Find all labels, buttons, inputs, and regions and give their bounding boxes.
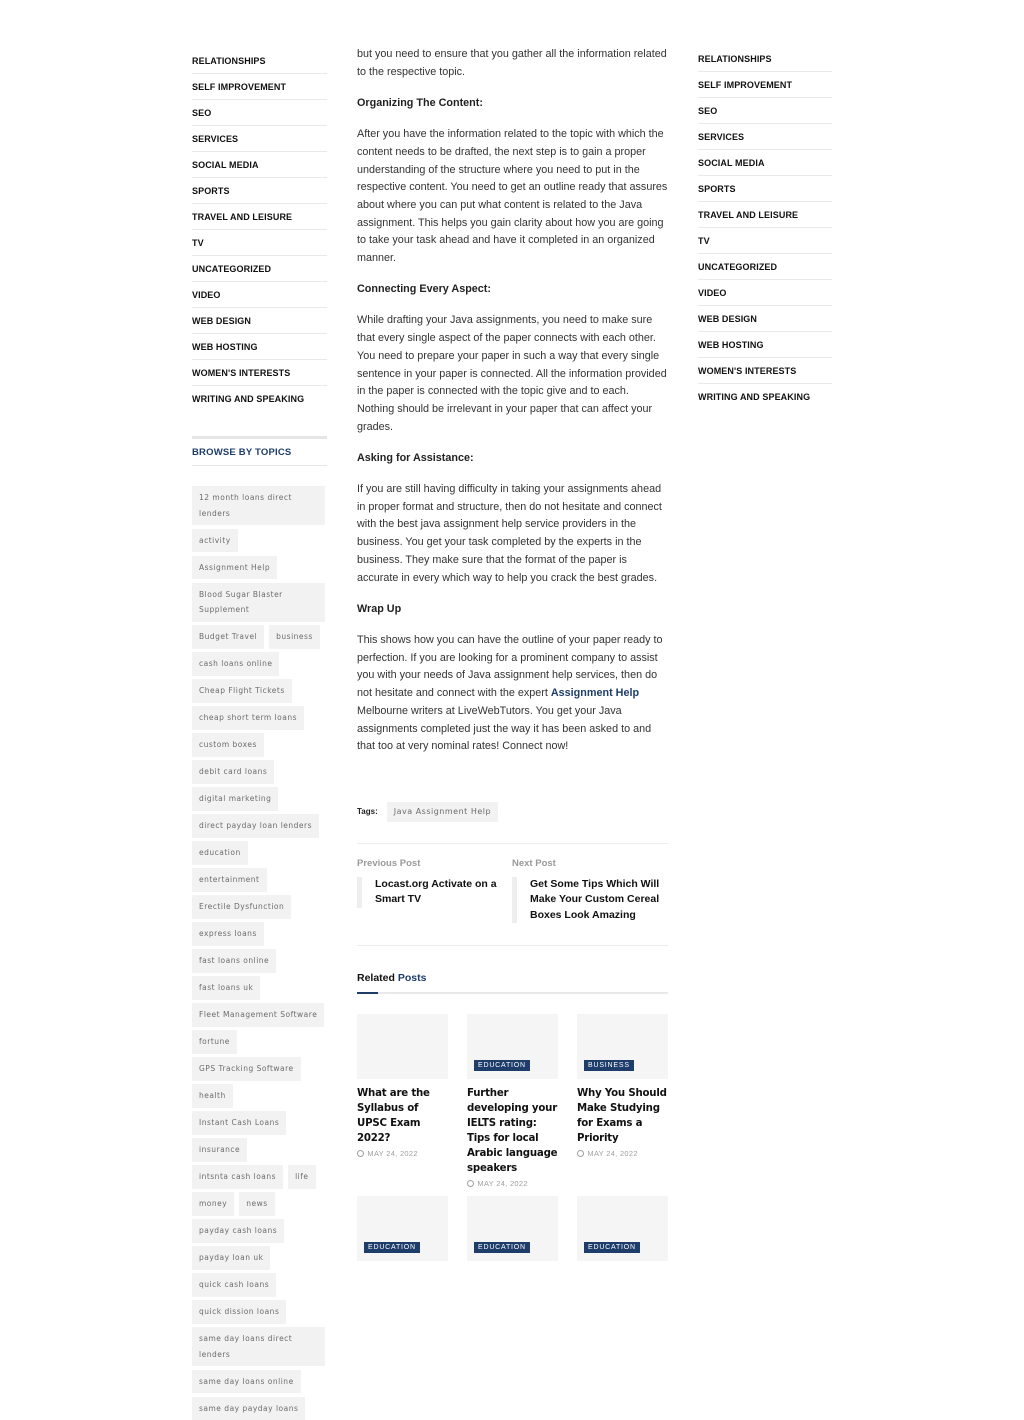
right-category-item[interactable]: WRITING AND SPEAKING [698,384,832,410]
assignment-help-link[interactable]: Assignment Help [551,687,639,699]
right-category-item[interactable]: WEB HOSTING [698,332,832,358]
right-sidebar [698,46,832,410]
topic-tag[interactable]: custom boxes [192,733,264,757]
category-badge[interactable]: EDUCATION [584,1242,640,1253]
topic-tag[interactable]: payday loan uk [192,1246,270,1270]
topic-tag[interactable]: GPS Tracking Software [192,1057,301,1081]
post-tag[interactable]: Java Assignment Help [387,802,498,822]
topic-tag[interactable]: money [192,1192,234,1216]
post-navigation [357,843,668,946]
topic-tag[interactable]: digital marketing [192,787,278,811]
left-category-item[interactable]: TV [192,230,327,256]
related-heading-plain: Related [357,972,395,984]
right-category-item[interactable]: TV [698,228,832,254]
related-date [357,1149,448,1158]
section-heading: Asking for Assistance: [357,450,669,468]
topic-tag[interactable]: insurance [192,1138,247,1162]
topic-tag[interactable]: health [192,1084,233,1108]
category-badge[interactable]: BUSINESS [584,1060,634,1071]
topic-tag[interactable]: same day loans online [192,1370,301,1394]
right-category-item[interactable]: SPORTS [698,176,832,202]
tags-label: Tags: [357,807,378,816]
right-category-item[interactable]: SELF IMPROVEMENT [698,72,832,98]
related-thumbnail[interactable] [577,1014,668,1079]
article-paragraph: but you need to ensure that you gather all the information related to the respective topic. [357,46,669,81]
topic-tag[interactable]: express loans [192,922,264,946]
clock-icon [577,1150,584,1157]
left-category-item[interactable]: WEB DESIGN [192,308,327,334]
right-category-item[interactable]: SERVICES [698,124,832,150]
left-category-item[interactable]: WOMEN'S INTERESTS [192,360,327,386]
topic-tag[interactable]: same day loans direct lenders [192,1327,325,1366]
left-category-item[interactable]: SERVICES [192,126,327,152]
section-heading: Organizing The Content: [357,95,669,113]
article-paragraph: After you have the information related to the topic with which the content needs to be drafted, the next step is to gain a proper understanding of the structure where you need to put in the respective content. You need to get an outline ready that assures about where you can put what content is related to the Java assignment. This helps you gain clarity about how you are going to take your task ahead and have it completed in an organized manner. [357,126,669,268]
topic-tag[interactable]: news [239,1192,274,1216]
browse-by-topics [192,436,327,1420]
next-post[interactable] [512,858,662,923]
section-heading: Connecting Every Aspect: [357,281,669,299]
article-paragraph: If you are still having difficulty in taking your assignments ahead in proper format and structure, then do not hesitate and connect with the best java assignment help service providers in the business. You get your task completed by the experts in the business. They make sure that the format of the paper is accurate in every which way to help you crack the best grades. [357,481,669,587]
next-post-title[interactable]: Get Some Tips Which Will Make Your Custom Cereal Boxes Look Amazing [512,877,662,923]
related-date [577,1149,668,1158]
topic-tag[interactable]: education [192,841,248,865]
topic-tag[interactable]: Budget Travel [192,625,264,649]
topic-tag[interactable]: quick cash loans [192,1273,276,1297]
right-category-item[interactable]: UNCATEGORIZED [698,254,832,280]
left-sidebar [192,48,327,412]
related-title[interactable]: What are the Syllabus of UPSC Exam 2022? [357,1086,448,1146]
related-date-text: MAY 24, 2022 [587,1149,637,1158]
right-category-item[interactable]: TRAVEL AND LEISURE [698,202,832,228]
related-date-text: MAY 24, 2022 [367,1149,417,1158]
tag-cloud [192,486,327,1420]
left-category-item[interactable]: SEO [192,100,327,126]
topic-tag[interactable]: debit card loans [192,760,274,784]
topic-tag[interactable]: activity [192,529,238,553]
right-category-item[interactable]: SOCIAL MEDIA [698,150,832,176]
related-posts [357,972,668,994]
left-category-item[interactable]: UNCATEGORIZED [192,256,327,282]
right-category-item[interactable]: RELATIONSHIPS [698,46,832,72]
left-category-item[interactable]: TRAVEL AND LEISURE [192,204,327,230]
clock-icon [357,1150,364,1157]
left-category-list [192,48,327,412]
article-paragraph: While drafting your Java assignments, you need to make sure that every single aspect of the paper connects with each other. You need to prepare your paper in such a way that every single sentence in your paper is connected. All the information provided in the paper is connected with the topic give and to each. Nothing should be irrelevant in your paper that can affect your grades. [357,312,669,436]
related-card[interactable] [357,1196,448,1261]
related-date-text: MAY 24, 2022 [477,1179,527,1188]
topic-tag[interactable]: direct payday loan lenders [192,814,319,838]
clock-icon [467,1180,474,1187]
article-body [357,46,669,769]
topic-tag[interactable]: 12 month loans direct lenders [192,486,325,525]
left-category-item[interactable]: SELF IMPROVEMENT [192,74,327,100]
wrap-text-after: Melbourne writers at LiveWebTutors. You get your Java assignments completed just the way it has been asked to and that too at very nominal rates! Connect now! [357,705,651,752]
related-thumbnail[interactable] [577,1196,668,1261]
topic-tag[interactable]: Cheap Flight Tickets [192,679,292,703]
next-post-label: Next Post [512,858,662,869]
related-card[interactable] [357,1014,448,1158]
topic-tag[interactable]: Blood Sugar Blaster Supplement [192,583,325,622]
left-category-item[interactable]: WRITING AND SPEAKING [192,386,327,412]
previous-post[interactable] [357,858,507,908]
topic-tag[interactable]: same day payday loans [192,1397,305,1420]
topic-tag[interactable]: cheap short term loans [192,706,304,730]
right-category-item[interactable]: SEO [698,98,832,124]
right-category-list [698,46,832,410]
related-posts-heading [357,972,668,994]
topic-tag[interactable]: entertainment [192,868,267,892]
previous-post-label: Previous Post [357,858,507,869]
category-badge[interactable]: EDUCATION [474,1060,530,1071]
left-category-item[interactable]: SPORTS [192,178,327,204]
left-category-item[interactable]: WEB HOSTING [192,334,327,360]
topic-tag[interactable]: intsnta cash loans [192,1165,283,1189]
related-thumbnail[interactable] [357,1196,448,1261]
related-date [467,1179,558,1188]
left-category-item[interactable]: SOCIAL MEDIA [192,152,327,178]
right-category-item[interactable]: WEB DESIGN [698,306,832,332]
previous-post-title[interactable]: Locast.org Activate on a Smart TV [357,877,507,908]
category-badge[interactable]: EDUCATION [364,1242,420,1253]
related-card[interactable] [467,1014,558,1188]
category-badge[interactable]: EDUCATION [474,1242,530,1253]
related-title[interactable]: Why You Should Make Studying for Exams a Priority [577,1086,668,1146]
left-category-item[interactable]: RELATIONSHIPS [192,48,327,74]
topic-tag[interactable]: fast loans online [192,949,276,973]
related-thumbnail[interactable] [467,1014,558,1079]
related-card[interactable] [577,1196,668,1261]
topic-tag[interactable]: fast loans uk [192,976,260,1000]
right-category-item[interactable]: WOMEN'S INTERESTS [698,358,832,384]
topic-tag[interactable]: quick dission loans [192,1300,286,1324]
topic-tag[interactable]: fortune [192,1030,237,1054]
related-thumbnail[interactable] [357,1014,448,1079]
topic-tag[interactable]: Instant Cash Loans [192,1111,286,1135]
browse-topics-heading: BROWSE BY TOPICS [192,439,327,466]
section-heading: Wrap Up [357,601,669,619]
related-heading-accent: Posts [398,972,427,984]
topic-tag[interactable]: payday cash loans [192,1219,284,1243]
topic-tag[interactable]: Fleet Management Software [192,1003,324,1027]
left-category-item[interactable]: VIDEO [192,282,327,308]
related-card[interactable] [467,1196,558,1261]
topic-tag[interactable]: life [288,1165,315,1189]
topic-tag[interactable]: business [269,625,320,649]
related-title[interactable]: Further developing your IELTS rating: Tips for local Arabic language speakers [467,1086,558,1176]
topic-tag[interactable]: cash loans online [192,652,279,676]
related-thumbnail[interactable] [467,1196,558,1261]
topic-tag[interactable]: Assignment Help [192,556,277,580]
wrap-text-before: This shows how you can have the outline of your paper ready to perfection. If you are looking for a prominent company to assist you with your needs of Java assignment help services, then do not hesitate and connect with the expert [357,634,663,699]
post-tags [357,802,498,822]
related-card[interactable] [577,1014,668,1158]
right-category-item[interactable]: VIDEO [698,280,832,306]
article-paragraph [357,632,669,756]
topic-tag[interactable]: Erectile Dysfunction [192,895,291,919]
